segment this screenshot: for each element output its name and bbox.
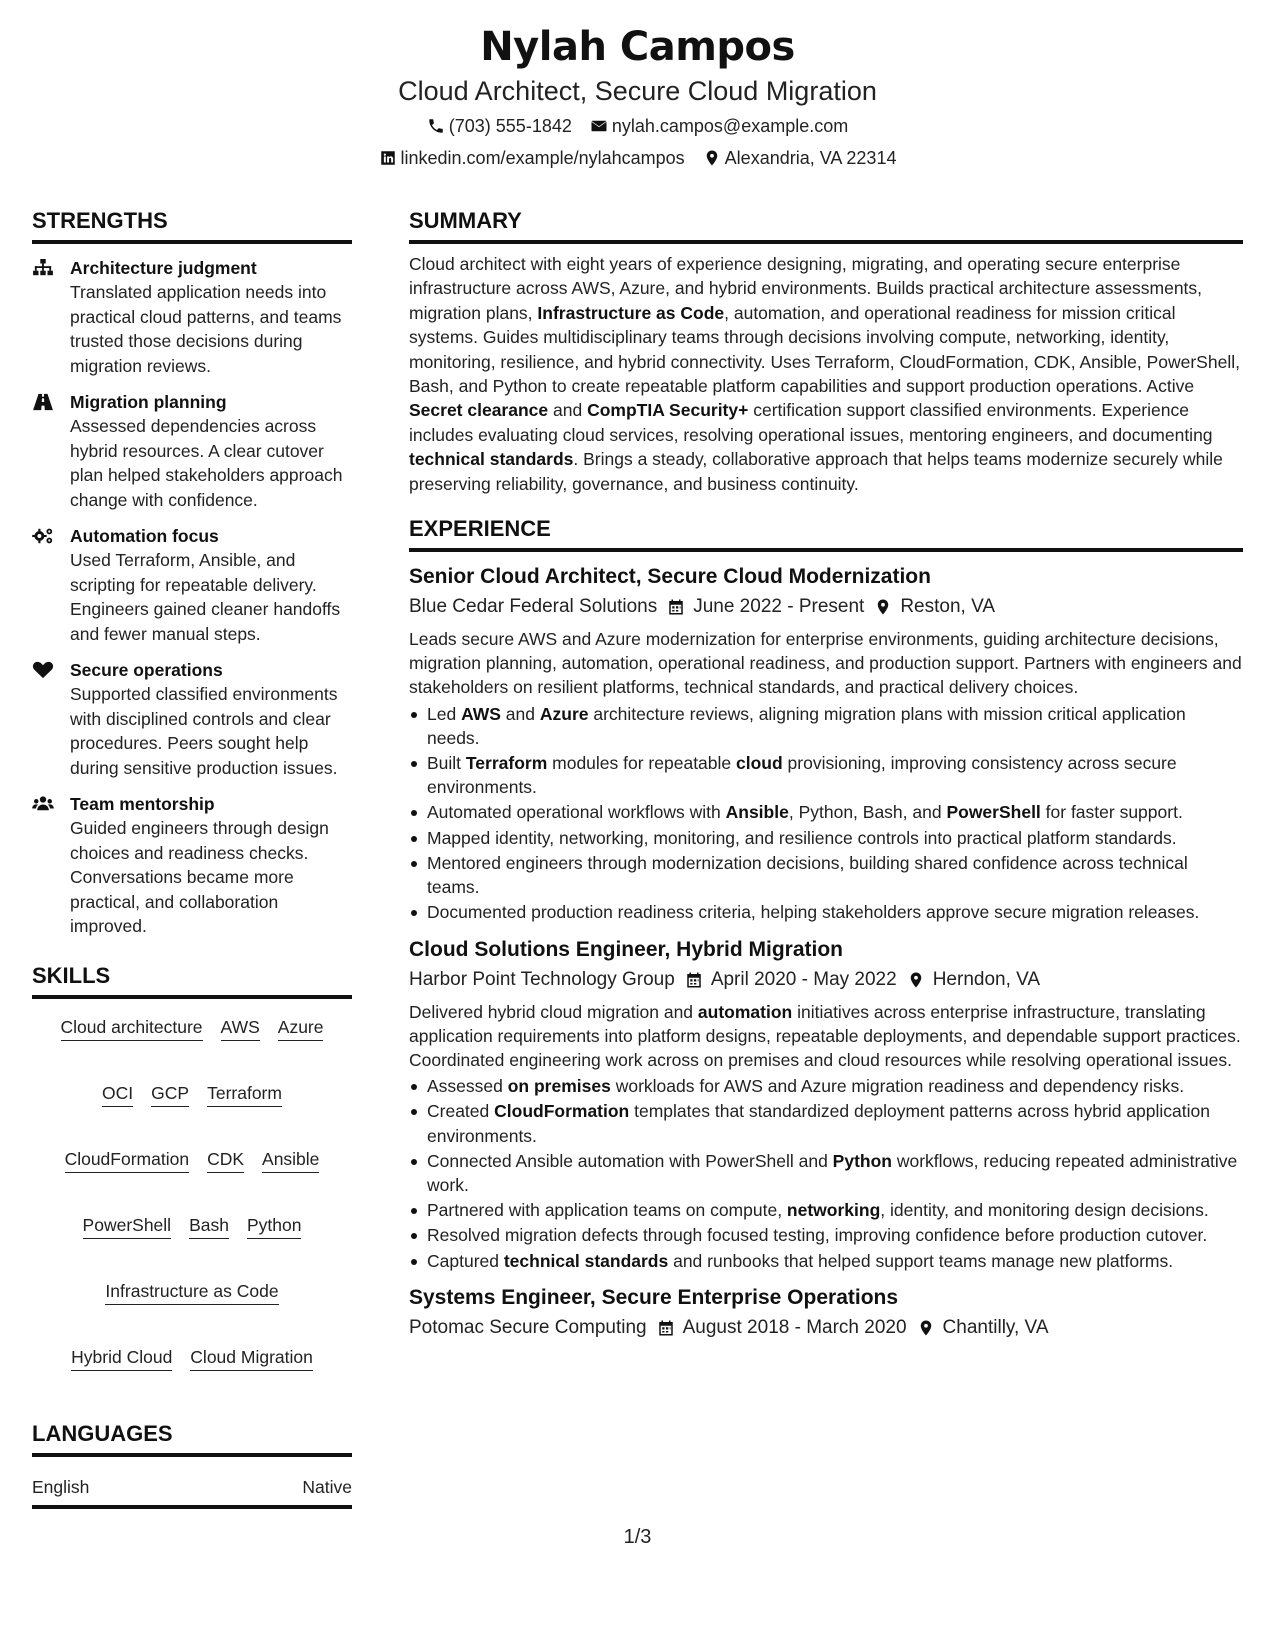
- skill-tag: AWS: [221, 1015, 260, 1041]
- job-title: Senior Cloud Architect, Secure Cloud Modernization: [409, 565, 931, 589]
- calendar-icon: [685, 971, 703, 989]
- strength-item: [32, 256, 352, 378]
- job-company: Blue Cedar Federal Solutions: [409, 596, 658, 618]
- skill-tag: PowerShell: [83, 1213, 172, 1239]
- resume-header: [0, 22, 1275, 170]
- job-description: Leads secure AWS and Azure modernization for enterprise environments, guiding architecture decisions, migration planning, automation, operational readiness, and production support. Partners with engineers and stakeholders on resilient platforms, technical standards, and practical delivery choices.: [409, 629, 1242, 698]
- candidate-name: Nylah Campos: [480, 24, 795, 70]
- job-bullet: Built Terraform modules for repeatable cloud provisioning, improving consistency across secure environments.: [409, 751, 1243, 799]
- linkedin-contact[interactable]: [379, 146, 685, 170]
- job-bullets: [409, 702, 1243, 925]
- contact-row-secondary: [0, 146, 1275, 170]
- skill-tag: Cloud architecture: [61, 1015, 203, 1041]
- email-contact[interactable]: [590, 114, 848, 138]
- job-bullet: Partnered with application teams on compute, networking, identity, and monitoring design decisions.: [409, 1198, 1243, 1222]
- job-entry: [409, 1283, 1243, 1343]
- skill-tag: Infrastructure as Code: [105, 1279, 278, 1305]
- skill-tag: GCP: [151, 1081, 189, 1107]
- strength-item: [32, 390, 352, 512]
- skill-tag: Terraform: [207, 1081, 282, 1107]
- strength-title: Secure operations: [70, 660, 223, 680]
- strength-item: [32, 524, 352, 646]
- road-icon: [32, 393, 54, 411]
- job-bullet: Automated operational workflows with Ansible, Python, Bash, and PowerShell for faster support.: [409, 800, 1243, 824]
- job-bullet: Created CloudFormation templates that standardized deployment patterns across hybrid application environments.: [409, 1099, 1243, 1147]
- languages-section: [32, 1419, 352, 1509]
- job-meta: [409, 965, 1243, 995]
- job-bullet: Assessed on premises workloads for AWS and Azure migration readiness and dependency risks.: [409, 1074, 1243, 1098]
- job-dates: August 2018 - March 2020: [682, 1316, 907, 1338]
- job-bullets: [409, 1074, 1243, 1273]
- summary-text: Cloud architect with eight years of experience designing, migrating, and operating secure enterprise infrastructure across AWS, Azure, and hybrid environments. Builds practical architecture assessments, migration plans, Infrastructure as Code, automation, and operational readiness for mission critical systems. Guides multidisciplinary teams through decisions involving compute, networking, identity, monitoring, resilience, and hybrid connectivity. Uses Terraform, CloudFormation, CDK, Ansible, PowerShell, Bash, and Python to create repeatable platform capabilities and support production operations. Active Secret clearance and CompTIA Security+ certification support classified environments. Experience includes evaluating cloud services, resolving operational issues, mentoring engineers, and documenting technical standards. Brings a steady, collaborative approach that helps teams modernize securely while preserving reliability, governance, and business continuity.: [409, 254, 1240, 494]
- strengths-heading: STRENGTHS: [32, 206, 352, 244]
- skill-tag: Python: [247, 1213, 301, 1239]
- language-row: [32, 1457, 352, 1509]
- email-text: nylah.campos@example.com: [611, 116, 849, 136]
- strength-item: [32, 792, 352, 939]
- language-level: Native: [302, 1476, 352, 1497]
- job-title: Systems Engineer, Secure Enterprise Operations: [409, 1285, 899, 1309]
- location-text: Alexandria, VA 22314: [724, 148, 897, 168]
- job-bullet: Documented production readiness criteria, helping stakeholders approve secure migration releases.: [409, 900, 1243, 924]
- phone-text: (703) 555-1842: [448, 116, 572, 136]
- strength-title: Team mentorship: [70, 794, 215, 814]
- skill-tag: Ansible: [262, 1147, 319, 1173]
- page-number: 1/3: [623, 1526, 652, 1548]
- skills-section: [32, 961, 352, 1371]
- envelope-icon: [590, 117, 608, 135]
- job-bullet: Mapped identity, networking, monitoring, and resilience controls into practical platform standards.: [409, 826, 1243, 850]
- strength-title: Migration planning: [70, 392, 227, 412]
- strength-item: [32, 658, 352, 780]
- job-bullet: Resolved migration defects through focused testing, improving confidence before production cutover.: [409, 1223, 1243, 1247]
- languages-heading: LANGUAGES: [32, 1419, 352, 1457]
- job-location: Chantilly, VA: [942, 1316, 1049, 1338]
- strength-desc: Supported classified environments with disciplined controls and clear procedures. Peers sought help during sensitive production issues.: [70, 684, 338, 778]
- skill-tag: CloudFormation: [65, 1147, 190, 1173]
- job-bullet: Captured technical standards and runbooks that helped support teams manage new platforms.: [409, 1249, 1243, 1273]
- map-marker-icon: [703, 149, 721, 167]
- summary-heading: SUMMARY: [409, 206, 1243, 244]
- linkedin-text: linkedin.com/example/nylahcampos: [400, 148, 685, 168]
- job-bullet: Led AWS and Azure architecture reviews, aligning migration plans with mission critical application needs.: [409, 702, 1243, 750]
- left-column: [32, 206, 352, 1509]
- gears-icon: [32, 527, 54, 545]
- linkedin-icon: [379, 149, 397, 167]
- map-marker-icon: [874, 598, 892, 616]
- experience-heading: EXPERIENCE: [409, 514, 1243, 552]
- job-bullet: Mentored engineers through modernization decisions, building shared confidence across technical teams.: [409, 851, 1243, 899]
- calendar-icon: [657, 1319, 675, 1337]
- users-icon: [32, 795, 54, 813]
- strength-desc: Used Terraform, Ansible, and scripting for repeatable delivery. Engineers gained cleaner handoffs and fewer manual steps.: [70, 550, 341, 644]
- job-dates: June 2022 - Present: [693, 596, 865, 618]
- job-meta: [409, 1313, 1243, 1343]
- skill-tag: Azure: [278, 1015, 324, 1041]
- phone-icon: [427, 117, 445, 135]
- calendar-icon: [667, 598, 685, 616]
- job-dates: April 2020 - May 2022: [710, 968, 897, 990]
- skill-tag: Bash: [189, 1213, 229, 1239]
- heart-icon: [32, 661, 54, 679]
- job-company: Potomac Secure Computing: [409, 1316, 647, 1338]
- job-company: Harbor Point Technology Group: [409, 968, 675, 990]
- job-title: Cloud Solutions Engineer, Hybrid Migration: [409, 937, 844, 961]
- job-entry: [409, 935, 1243, 1273]
- skills-list: [32, 999, 352, 1371]
- skills-heading: SKILLS: [32, 961, 352, 999]
- job-bullet: Connected Ansible automation with PowerShell and Python workflows, reducing repeated administrative work.: [409, 1149, 1243, 1197]
- right-column: [409, 206, 1243, 1343]
- map-marker-icon: [907, 971, 925, 989]
- job-location: Reston, VA: [900, 596, 996, 618]
- sitemap-icon: [32, 259, 54, 277]
- skill-tag: Cloud Migration: [190, 1345, 313, 1371]
- experience-section: [409, 514, 1243, 1343]
- job-entry: [409, 562, 1243, 924]
- strength-desc: Assessed dependencies across hybrid resources. A clear cutover plan helped stakeholders approach change with confidence.: [70, 416, 343, 510]
- job-meta: [409, 592, 1243, 622]
- candidate-title: Cloud Architect, Secure Cloud Migration: [398, 76, 877, 106]
- job-list: [409, 562, 1243, 1343]
- strength-title: Automation focus: [70, 526, 219, 546]
- job-location: Herndon, VA: [932, 968, 1041, 990]
- language-name: English: [32, 1476, 90, 1497]
- contact-row-primary: [0, 114, 1275, 138]
- strength-desc: Translated application needs into practical cloud patterns, and teams trusted those decisions during migration reviews.: [70, 282, 342, 376]
- map-marker-icon: [917, 1319, 935, 1337]
- skill-tag: OCI: [102, 1081, 133, 1107]
- location-contact: [703, 146, 897, 170]
- strength-desc: Guided engineers through design choices and readiness checks. Conversations became more practical, and collaboration improved.: [70, 818, 329, 936]
- skill-tag: CDK: [207, 1147, 244, 1173]
- strength-title: Architecture judgment: [70, 258, 257, 278]
- job-description: Delivered hybrid cloud migration and automation initiatives across enterprise infrastructure, translating application requirements into platform designs, repeatable deployments, and dependable support practices. Coordinated engineering work across on premises and cloud resources while resolving operational issues.: [409, 1001, 1241, 1070]
- skill-tag: Hybrid Cloud: [71, 1345, 172, 1371]
- phone-contact[interactable]: [427, 114, 572, 138]
